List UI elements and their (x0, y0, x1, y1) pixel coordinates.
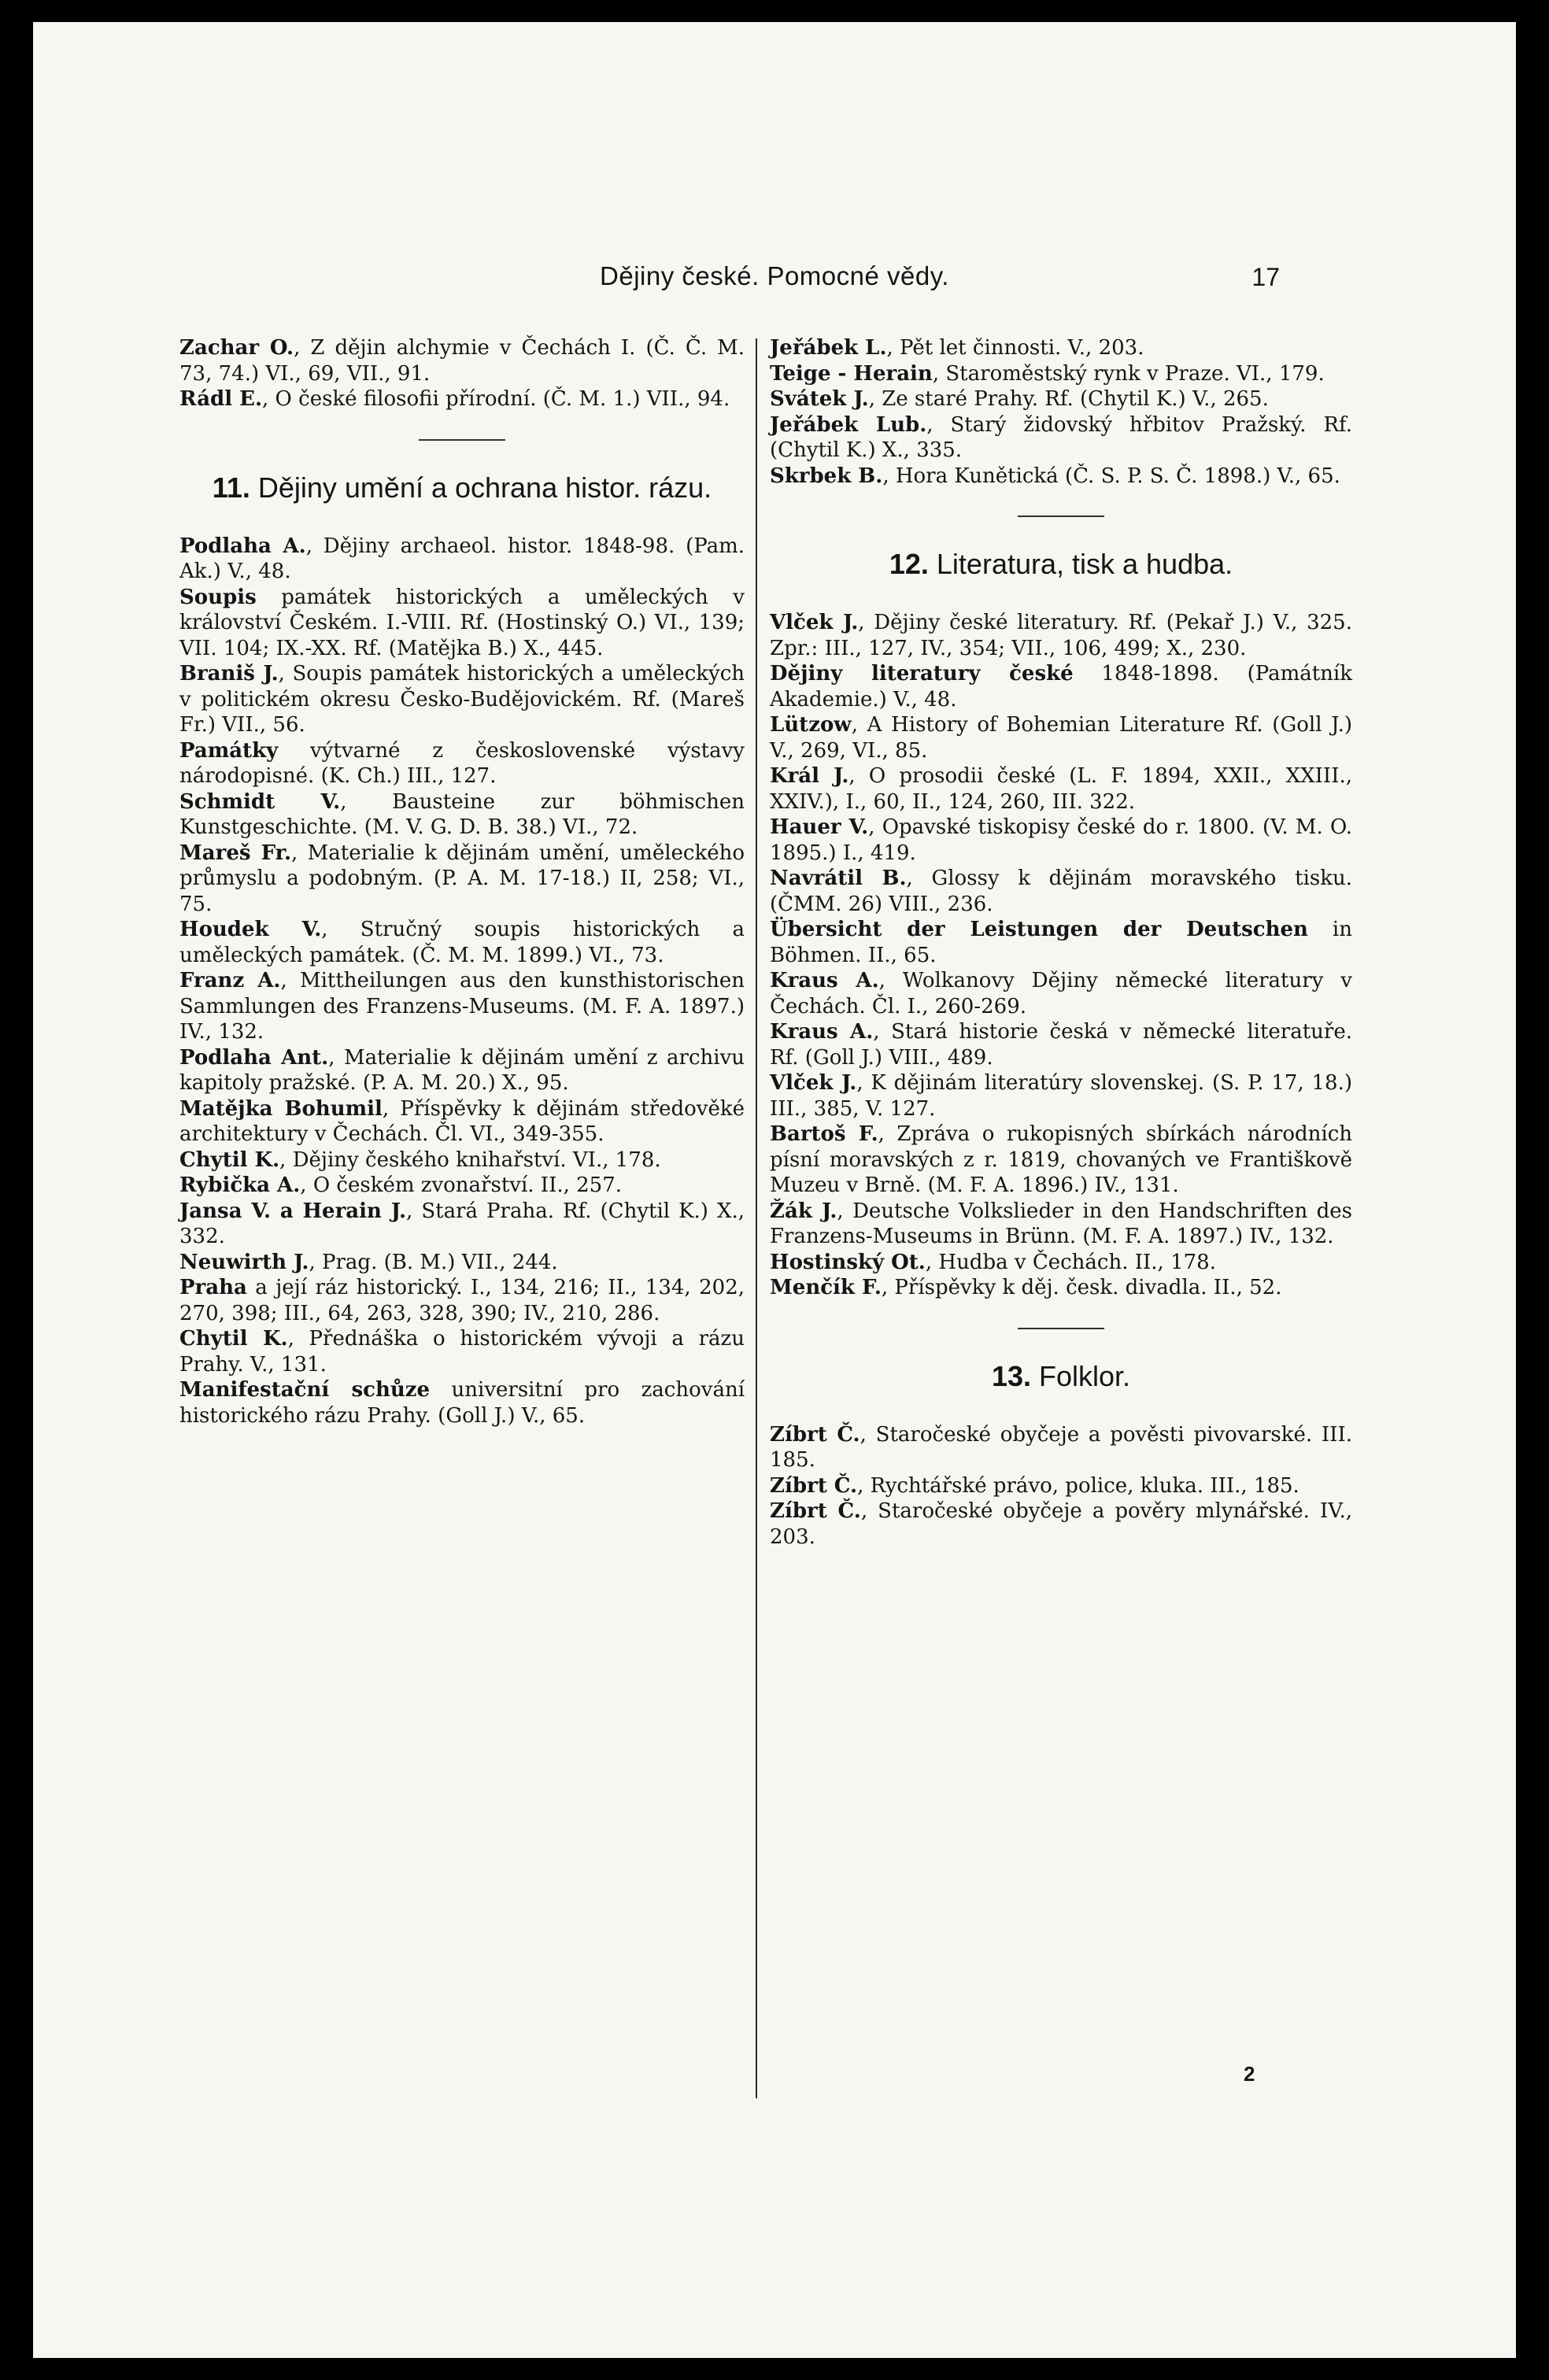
section-number: 11. (212, 471, 250, 504)
entry-author: Braniš J. (179, 662, 279, 686)
entry-author: Übersicht der Leistungen der Deutschen (770, 918, 1308, 941)
left-entries-top (179, 335, 745, 412)
entry-author: Podlaha A. (179, 534, 306, 558)
entry-author: Dějiny literatury české (770, 662, 1074, 686)
entry-text: , Prag. (B. M.) VII., 244. (309, 1250, 558, 1274)
entry-author: Menčík F. (770, 1276, 882, 1299)
bibliography-entry (179, 841, 745, 918)
bibliography-entry (770, 1499, 1352, 1550)
section-number: 13. (991, 1359, 1031, 1392)
entry-text: , Z dějin alchymie v Čechách I. (Č. Č. M. 73, 74.) VI., 69, VII., 91. (179, 336, 745, 386)
entry-author: Svátek J. (770, 387, 869, 411)
entry-text: , O české filosofii přírodní. (Č. M. 1.) VII., 94. (262, 387, 730, 411)
entry-text: , Dějiny archaeol. histor. 1848-98. (Pam. Ak.) V., 48. (179, 534, 745, 583)
entry-text: , Příspěvky k dějinám středověké architektury v Čechách. Čl. VI., 349-355. (179, 1096, 745, 1146)
bibliography-entry (179, 335, 745, 386)
entry-author: Chytil K. (179, 1327, 288, 1351)
section-heading-12 (770, 547, 1352, 582)
bibliography-entry (770, 661, 1352, 712)
entry-text: , Rychtářské právo, police, kluka. III., 185. (857, 1473, 1299, 1498)
entry-author: Žák J. (770, 1199, 837, 1223)
entry-author: Schmidt V. (179, 789, 341, 814)
entry-author: Jeřábek L. (770, 336, 887, 360)
right-entries-top (770, 335, 1352, 489)
bibliography-entry (770, 1019, 1352, 1070)
entry-text: , Wolkanovy Dějiny německé literatury v Čechách. Čl. I., 260-269. (770, 969, 1352, 1018)
section-rule (1018, 1328, 1104, 1329)
entry-text: , Deutsche Volkslieder in den Handschriften des Franzens-Museums in Brünn. (M. F. A. 1897.) IV., 132. (770, 1199, 1352, 1248)
bibliography-entry (179, 386, 745, 412)
bibliography-entry (179, 1326, 745, 1377)
bibliography-entry (770, 1070, 1352, 1122)
literature-entries (770, 610, 1352, 1301)
entry-text: in Böhmen. II., 65. (770, 918, 1352, 967)
bibliography-entry (179, 661, 745, 738)
page-header (33, 261, 1516, 309)
bibliography-entry (179, 1045, 745, 1096)
entry-text: , Soupis památek historických a uměleckých v politickém okresu Česko-Budějovickém. Rf. (Mareš Fr.) VII., 56. (179, 662, 745, 737)
entry-text: památek historických a uměleckých v království Českém. I.-VIII. Rf. (Hostinský O.) VI., 139; VII. 104; IX.-XX. Rf. (Matějka B.) X., 445. (179, 585, 745, 660)
entry-text: , Stará historie česká v německé literatuře. Rf. (Goll J.) VIII., 489. (770, 1020, 1352, 1070)
bibliography-entry (770, 386, 1352, 412)
entry-text: , Zpráva o rukopisných sbírkách národních písní moravských z r. 1819, chovaných ve Františkově Muzeu v Brně. (M. F. A. 1896.) IV., 131. (770, 1122, 1352, 1197)
folklore-entries (770, 1422, 1352, 1550)
entry-author: Hostinský Ot. (770, 1250, 926, 1274)
entry-text: , K dějinám literatúry slovenskej. (S. P. 17, 18.) III., 385, V. 127. (770, 1071, 1352, 1121)
section-title-text: Dějiny umění a ochrana histor. rázu. (257, 471, 712, 504)
entry-author: Navrátil B. (770, 867, 907, 890)
entry-author: Franz A. (179, 969, 281, 992)
entry-text: , Dějiny českého knihařství. VI., 178. (279, 1148, 661, 1172)
entry-text: , Materialie k dějinám umění z archivu kapitoly pražské. (P. A. M. 20.) X., 95. (179, 1045, 745, 1095)
entry-text: , O prosodii české (L. F. 1894, XXII., XXIII., XXIV.), I., 60, II., 124, 260, III. 322. (770, 764, 1353, 814)
entry-author: Lützow (770, 713, 852, 737)
entry-text: , O českém zvonařství. II., 257. (300, 1173, 623, 1197)
entry-text: , Dějiny české literatury. Rf. (Pekař J.) V., 325. Zpr.: III., 127, IV., 354; VII., 106, 499; X., 230. (770, 611, 1352, 660)
entry-text: a její ráz historický. I., 134, 216; II., 134, 202, 270, 398; III., 64, 263, 328, 390; IV., 210, 286. (179, 1276, 745, 1325)
entry-author: Manifestační schůze (179, 1378, 431, 1402)
bibliography-entry (770, 1199, 1352, 1250)
scanned-page (33, 22, 1516, 2358)
entry-author: Kraus A. (770, 1020, 874, 1044)
section-rule (419, 439, 505, 441)
entry-text: , Glossy k dějinám moravského tisku. (ČMM. 26) VIII., 236. (770, 867, 1352, 916)
bibliography-entry (179, 1148, 745, 1173)
bibliography-entry (770, 335, 1352, 361)
entry-text: , Přednáška o historickém vývoji a rázu Prahy. V., 131. (179, 1327, 745, 1377)
bibliography-entry (179, 789, 745, 841)
bibliography-entry (770, 412, 1352, 464)
entry-author: Zíbrt Č. (770, 1473, 858, 1498)
entry-text: , Mittheilungen aus den kunsthistorischen Sammlungen des Franzens-Museums. (M. F. A. 1897.) IV., 132. (179, 969, 745, 1044)
bibliography-entry (179, 1275, 745, 1326)
section-heading-11 (179, 471, 745, 505)
bibliography-entry (179, 1173, 745, 1199)
signature-mark: 2 (1244, 2062, 1255, 2086)
section-title-text: Folklor. (1039, 1359, 1131, 1392)
entry-author: Jansa V. a Herain J. (179, 1199, 407, 1223)
entry-author: Zíbrt Č. (770, 1422, 860, 1447)
section-title-text: Literatura, tisk a hudba. (936, 548, 1233, 580)
entry-author: Chytil K. (179, 1148, 280, 1172)
entry-author: Vlček J. (770, 611, 859, 634)
entry-text: , Stará Praha. Rf. (Chytil K.) X., 332. (179, 1199, 745, 1248)
page-number: 17 (1251, 263, 1280, 291)
entry-text: , Materialie k dějinám umění, uměleckého průmyslu a podobným. (P. A. M. 17-18.) II, 258; VI., 75. (179, 841, 745, 916)
entry-author: Teige - Herain (770, 361, 933, 386)
bibliography-entry (770, 1250, 1352, 1276)
entry-author: Soupis (179, 585, 257, 609)
running-head: Dějiny české. Pomocné vědy. (600, 261, 949, 290)
entry-author: Památky (179, 738, 279, 763)
section-heading-13 (770, 1359, 1352, 1394)
left-entries (179, 534, 745, 1429)
entry-author: Rádl E. (179, 387, 263, 411)
column-divider (756, 338, 757, 2098)
entry-text: , Bausteine zur böhmischen Kunstgeschichte. (M. V. G. D. B. 38.) VI., 72. (179, 789, 745, 839)
bibliography-entry (770, 917, 1352, 968)
entry-author: Král J. (770, 764, 849, 788)
bibliography-entry (179, 534, 745, 585)
entry-author: Podlaha Ant. (179, 1045, 329, 1070)
bibliography-entry (770, 1473, 1352, 1499)
entry-author: Kraus A. (770, 969, 879, 992)
entry-author: Vlček J. (770, 1071, 857, 1095)
entry-text: 1848-1898. (Památník Akademie.) V., 48. (770, 662, 1352, 711)
section-number: 12. (889, 548, 929, 580)
bibliography-entry (179, 968, 745, 1045)
bibliography-entry (770, 1422, 1352, 1473)
entry-author: Houdek V. (179, 918, 322, 941)
section-rule (1018, 516, 1104, 517)
bibliography-entry (770, 712, 1352, 763)
entry-author: Neuwirth J. (179, 1250, 309, 1274)
bibliography-entry (770, 610, 1352, 661)
entry-author: Matějka Bohumil (179, 1096, 383, 1121)
entry-text: , Staročeské obyčeje a pověsti pivovarské. III. 185. (770, 1422, 1352, 1472)
bibliography-entry (770, 1275, 1352, 1301)
bibliography-entry (179, 917, 745, 968)
entry-text: universitní pro zachování historického rázu Prahy. (Goll J.) V., 65. (179, 1378, 745, 1428)
bibliography-entry (770, 361, 1352, 387)
entry-text: , Hora Kunětická (Č. S. P. S. Č. 1898.) V., 65. (882, 464, 1340, 488)
bibliography-entry (770, 464, 1352, 490)
entry-author: Jeřábek Lub. (770, 412, 927, 437)
entry-text: , Příspěvky k děj. česk. divadla. II., 52. (881, 1276, 1282, 1299)
bibliography-entry (770, 763, 1352, 815)
bibliography-entry (179, 738, 745, 789)
bibliography-entry (179, 1250, 745, 1276)
entry-author: Bartoš F. (770, 1122, 878, 1146)
entry-text: , Ze staré Prahy. Rf. (Chytil K.) V., 265. (868, 387, 1269, 411)
entry-text: , Pět let činnosti. V., 203. (886, 336, 1144, 360)
bibliography-entry (770, 1122, 1352, 1199)
bibliography-entry (770, 968, 1352, 1019)
entry-text: , Opavské tiskopisy české do r. 1800. (V. M. O. 1895.) I., 419. (770, 815, 1352, 865)
entry-text: , Stručný soupis historických a uměleckých památek. (Č. M. M. 1899.) VI., 73. (179, 918, 745, 967)
bibliography-entry (770, 815, 1352, 866)
entry-author: Hauer V. (770, 815, 869, 839)
entry-author: Rybička A. (179, 1173, 301, 1197)
bibliography-entry (179, 585, 745, 662)
entry-author: Zíbrt Č. (770, 1499, 861, 1523)
right-column (770, 335, 1352, 1550)
entry-author: Skrbek B. (770, 464, 883, 488)
entry-text: , Staročeské obyčeje a pověry mlynářské. IV., 203. (770, 1499, 1352, 1549)
entry-author: Praha (179, 1276, 247, 1299)
entry-text: , A History of Bohemian Literature Rf. (Goll J.) V., 269, VI., 85. (770, 713, 1352, 763)
entry-text: , Starý židovský hřbitov Pražský. Rf. (Chytil K.) X., 335. (770, 412, 1353, 462)
entry-text: výtvarné z československé výstavy národopisné. (K. Ch.) III., 127. (179, 738, 745, 788)
bibliography-entry (179, 1096, 745, 1148)
bibliography-entry (179, 1199, 745, 1250)
entry-text: , Staroměstský rynk v Praze. VI., 179. (932, 361, 1325, 386)
entry-text: , Hudba v Čechách. II., 178. (925, 1250, 1216, 1274)
bibliography-entry (179, 1377, 745, 1428)
left-column (179, 335, 745, 1428)
bibliography-entry (770, 866, 1352, 917)
entry-author: Zachar O. (179, 336, 294, 360)
entry-author: Mareš Fr. (179, 841, 292, 865)
